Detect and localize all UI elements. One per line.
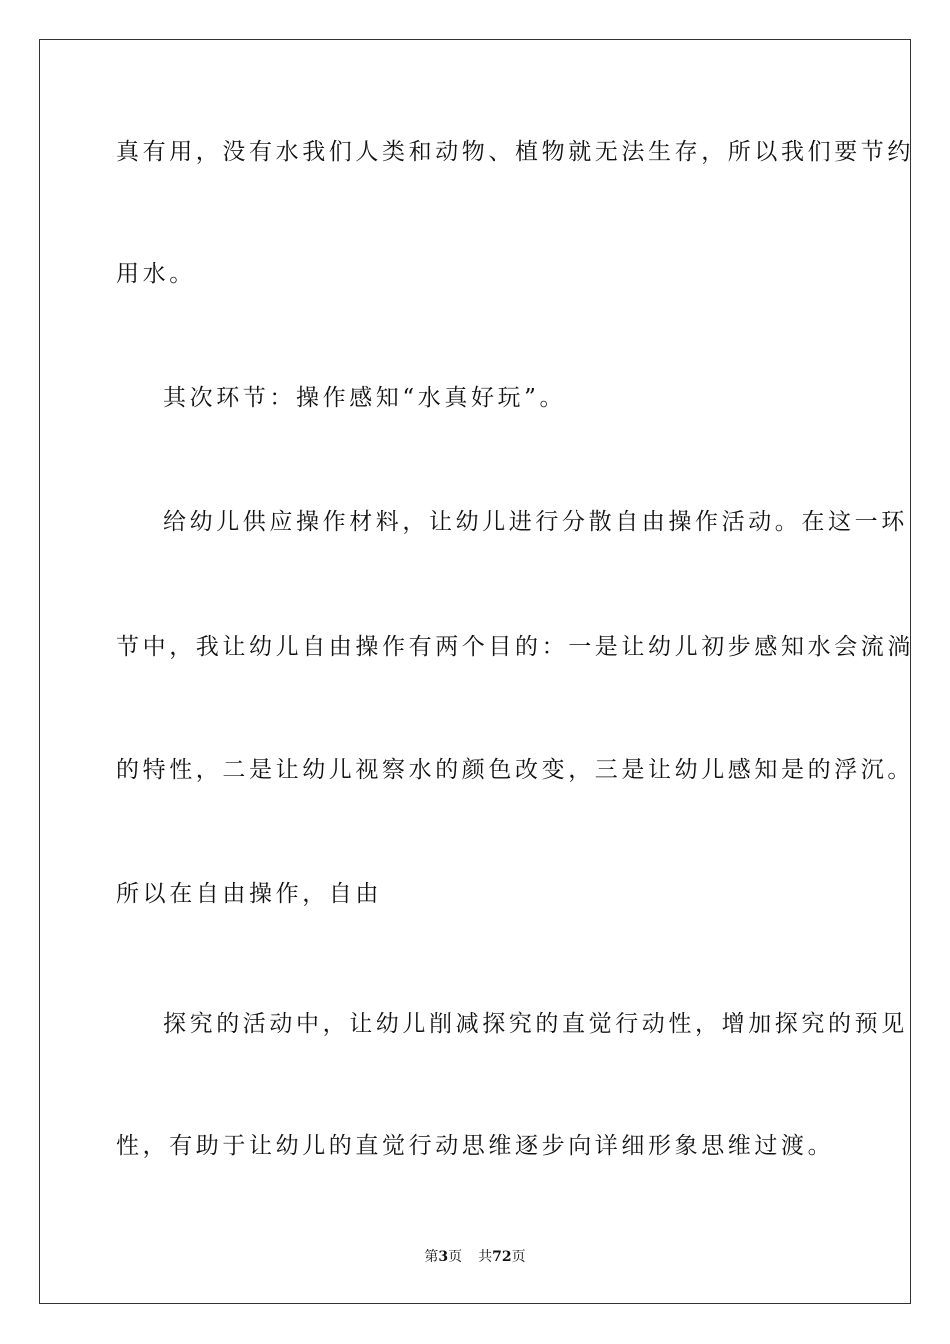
section-heading: 其次环节：操作感知“水真好玩”。 bbox=[163, 385, 567, 411]
page-border bbox=[39, 39, 911, 1304]
paragraph-line: 的特性，二是让幼儿视察水的颜色改变，三是让幼儿感知是的浮沉。 bbox=[116, 757, 914, 783]
paragraph-line: 所以在自由操作，自由 bbox=[116, 881, 382, 907]
paragraph-line: 给幼儿供应操作材料，让幼儿进行分散自由操作活动。在这一环 bbox=[163, 509, 908, 535]
paragraph-line: 探究的活动中，让幼儿削减探究的直觉行动性，增加探究的预见 bbox=[163, 1011, 908, 1037]
total-pages: 72 bbox=[492, 1249, 512, 1265]
paragraph-line: 用水。 bbox=[116, 261, 196, 287]
paragraph-line: 性，有助于让幼儿的直觉行动思维逐步向详细形象思维过渡。 bbox=[116, 1133, 835, 1159]
page-number: 3 bbox=[438, 1249, 449, 1265]
total-suffix: 页 bbox=[511, 1249, 526, 1265]
page-footer bbox=[0, 1248, 950, 1266]
total-prefix: 共 bbox=[478, 1249, 493, 1265]
page-prefix: 第 bbox=[424, 1249, 439, 1265]
paragraph-line: 节中，我让幼儿自由操作有两个目的：一是让幼儿初步感知水会流淌 bbox=[116, 634, 914, 660]
page-suffix: 页 bbox=[448, 1249, 463, 1265]
paragraph-line: 真有用，没有水我们人类和动物、植物就无法生存，所以我们要节约 bbox=[116, 139, 914, 165]
